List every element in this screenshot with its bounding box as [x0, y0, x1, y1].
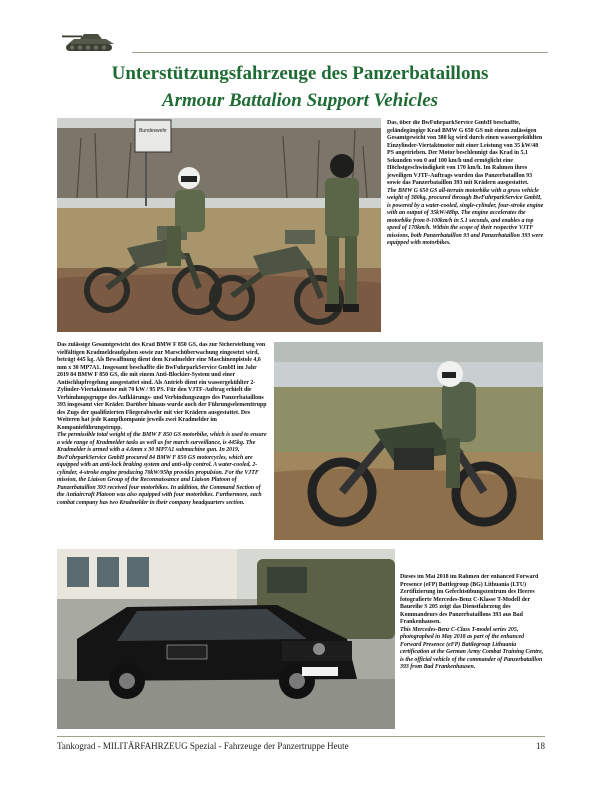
text-f850gs-english: The permissible total weight of the BMW F 850 GS motorbike, which is used to ensure a wide range of Kradmelder tasks as well as for march surveillance, is 445kg. The Kradmelder is armed with a 4.6mm x 30 MP7A1 submachine gun. In 2019, BwFuhrparkService GmbH procured 84 BMW F 850 GS motorcycles, which are equipped with an anti-lock braking system and anti-slip control. A water-cooled, 2-cylinder, 4-stroke engine producing 70kW/95hp provides propulsion. For the VJTF mission, the Liaison Group of the Reconnaissance and Liaison Platoon of Panzerbataillon 393 received four motorbikes. In addition, the Command Section of the Antiaircraft Platoon was also equipped with four motorbikes. Furthermore, each combat company has two Kradmelder in their company headquarters section.	[57, 432, 267, 506]
text-g650gs-german: Das, über die BwFuhrparkService GmbH beschaffte, geländegängige Krad BMW G 650 GS mit einem zulässigen Gesamtgewicht von 380 kg wird durch einen wassergekühlten Einzylinder-Viertaktmotor mit einer Leistung von 35 kW/48 PS angetrieben. Der Motor beschleunigt das Krad in 5,1 Sekunden von 0 auf 100 km/h und ermöglicht eine Höchstgeschwindigkeit von 170 km/h. Im Rahmen ihres jeweiligen VJTF-Auftrags wurden das Panzerbataillon 93 sowie das Panzerbataillon 393 mit Krädern ausgestattet.	[387, 120, 543, 186]
text-mercedes-german: Dieses im Mai 2018 im Rahmen der enhanced Forward Presence (eFP) Battlegroup (BG) Lithuania (LTU) Zertifizierung im Gefechtsübungszentrum des Heeres fotografierte Mercedes-Benz C-Klasse T-Modell der Baureihe S 205 zeigt das Dienstfahrzeug des Kommandeurs des Panzerbataillons 393 aus Bad Frankenhausen.	[400, 574, 539, 625]
footer-rule	[57, 736, 545, 737]
text-block-f850gs	[57, 342, 269, 540]
header-rule	[132, 52, 548, 53]
text-mercedes-english: This Mercedes-Benz C-Class T-model series 205, photographed in May 2018 as part of the enhanced Forward Presence (eFP) Battlegroup Lithuania certification at the German Army Combat Training Centre, is the official vehicle of the commander of Panzerbataillon 393 from Bad Frankenhausen.	[400, 626, 544, 670]
photo-mercedes-c-class	[57, 549, 395, 729]
page-title-german: Unterstützungsfahrzeuge des Panzerbataillons	[111, 63, 489, 84]
footer-text: Tankograd - MILITÄRFAHRZEUG Spezial - Fahrzeuge der Panzertruppe Heute	[57, 741, 349, 751]
text-block-mercedes	[400, 574, 545, 724]
page-number: 18	[536, 741, 545, 751]
sign-text: Bundeswehr	[139, 128, 167, 134]
page-title-english: Armour Battalion Support Vehicles	[161, 90, 439, 111]
photo-motorbikes-g650gs	[57, 118, 381, 332]
text-block-g650gs	[387, 120, 545, 332]
photo-motorbike-f850gs	[274, 342, 543, 540]
tank-logo-icon	[62, 30, 120, 54]
text-g650gs-english: The BMW G 650 GS all-terrain motorbike with a gross vehicle weight of 380kg, procured through BwFuhrparkService GmbH, is powered by a water-cooled, single-cylinder, four-stroke engine with an output of 35kW/48hp. The engine accelerates the motorbike from 0-100km/h in 5.1 seconds, and enables a top speed of 170km/h. Within the scope of their respective VJTF missions, both Panzerbataillon 93 and Panzerbataillon 393 were equipped with motorbikes.	[387, 187, 544, 246]
text-f850gs-german: Das zulässige Gesamtgewicht des Krad BMW F 850 GS, das zur Sicherstellung von vielfältigen Kradmeldeaufgaben sowie zur Marschüberwachung eingesetzt wird, beträgt 445 kg. Als Bewaffnung dient dem Kradmelder eine Maschinenpistole 4,6 mm x 30 MP7A1. Insgesamt beschaffte die BwFuhrparkService GmbH im Jahr 2019 84 BMW F 850 GS, die mit einem Anti-Blockier-System und einer Antischlupfregelung ausgestattet sind. Als Antrieb dient ein wassergekühlter 2-Zylinder-Viertaktmotor mit 70 kW / 95 PS. Für den VJTF-Auftrag erhielt die Verbindungsgruppe des Aufklärungs- und Verbindungszuges des Panzerbataillons 393 insgesamt vier Kräder. Darüber hinaus wurde auch der Führungselementtrupp des Zugs der qualifizierten Fliegerabwehr mit vier Krädern ausgestattet. Des Weiteren hat jede Kampfkompanie jeweils zwei Kradmelder im Kompanieführungstrupp.	[57, 342, 267, 431]
